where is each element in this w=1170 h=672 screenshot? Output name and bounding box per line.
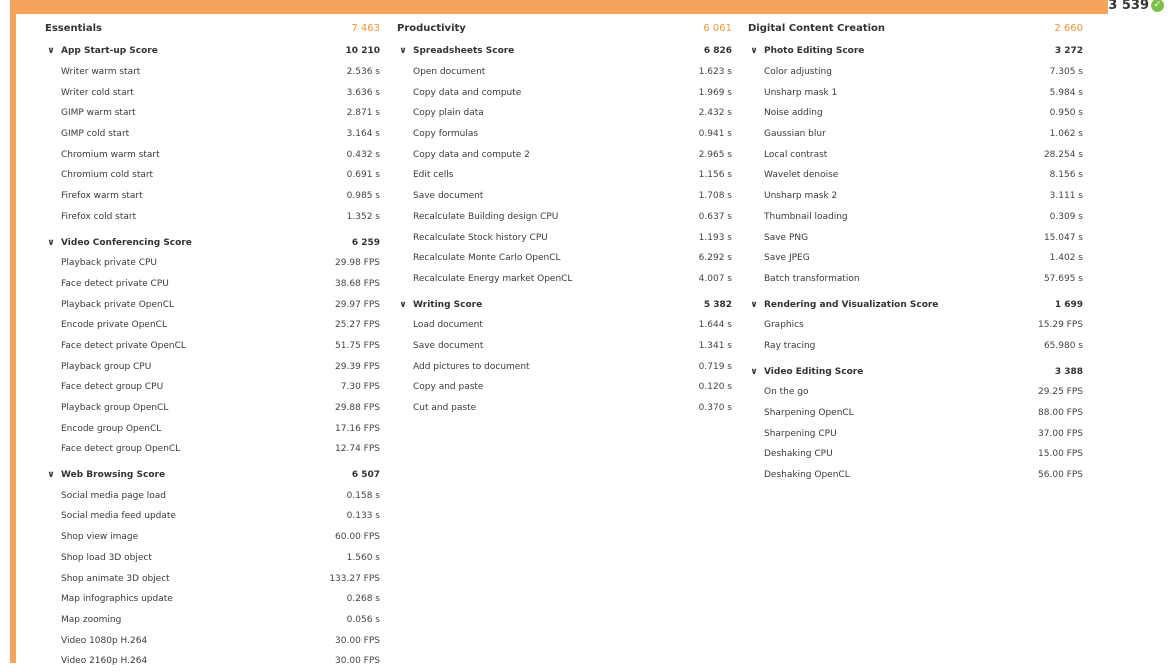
left-accent-bar — [10, 0, 16, 663]
result-row — [748, 165, 1083, 186]
result-value: 1.708 s — [698, 191, 732, 202]
result-value: 1.969 s — [698, 87, 732, 98]
result-label: Save JPEG — [764, 253, 810, 264]
result-label: Firefox cold start — [61, 211, 137, 222]
group-header[interactable] — [45, 232, 380, 253]
result-row — [397, 165, 732, 186]
result-label: Save document — [413, 191, 484, 202]
result-value: 0.432 s — [346, 149, 380, 160]
result-value: 0.637 s — [698, 211, 732, 222]
result-row — [748, 186, 1083, 207]
result-label: Cut and paste — [413, 403, 477, 414]
result-value: 0.120 s — [698, 382, 732, 393]
header-accent-bar — [10, 0, 1108, 14]
result-value: 1.402 s — [1049, 253, 1083, 264]
result-row — [748, 227, 1083, 248]
result-value: 2.536 s — [346, 67, 380, 78]
result-value: 0.719 s — [698, 361, 732, 372]
group-header[interactable] — [45, 41, 380, 62]
result-label: Playback private OpenCL — [61, 299, 175, 310]
result-label: Sharpening CPU — [764, 428, 837, 439]
result-row — [45, 103, 380, 124]
result-row — [45, 315, 380, 336]
result-row — [748, 103, 1083, 124]
result-label: Recalculate Building design CPU — [413, 211, 559, 222]
result-label: Deshaking OpenCL — [764, 470, 850, 481]
group-score: 6 826 — [703, 46, 732, 57]
result-row — [45, 336, 380, 357]
result-label: Wavelet denoise — [764, 170, 839, 181]
result-label: Social media page load — [61, 490, 167, 501]
column-header — [397, 18, 732, 38]
column-score: 6 061 — [703, 22, 732, 34]
result-row — [748, 465, 1083, 486]
result-row — [748, 82, 1083, 103]
result-row — [45, 548, 380, 569]
result-row — [397, 144, 732, 165]
result-label: Copy formulas — [413, 129, 479, 140]
result-label: Copy data and compute 2 — [413, 149, 530, 160]
result-row — [748, 336, 1083, 357]
result-label: Open document — [413, 67, 486, 78]
result-label: Local contrast — [764, 149, 828, 160]
result-row — [45, 274, 380, 295]
result-label: Save PNG — [764, 232, 809, 243]
result-row — [45, 186, 380, 207]
result-row — [397, 207, 732, 228]
result-label: Map zooming — [61, 614, 122, 625]
column-score: 7 463 — [351, 22, 380, 34]
result-row — [397, 377, 732, 398]
group-score: 5 382 — [703, 299, 732, 310]
result-row — [397, 315, 732, 336]
result-value: 0.268 s — [346, 594, 380, 605]
result-row — [45, 124, 380, 145]
result-label: Sharpening OpenCL — [764, 408, 854, 419]
result-label: Face detect private CPU — [61, 278, 169, 289]
result-label: On the go — [764, 387, 809, 398]
result-value: 57.695 s — [1043, 273, 1083, 284]
result-row — [748, 144, 1083, 165]
total-score-value: 3 539 — [1108, 0, 1149, 13]
chevron-down-icon[interactable]: ∨ — [399, 46, 407, 57]
result-value: 0.158 s — [346, 490, 380, 501]
result-label: Noise adding — [764, 108, 823, 119]
result-row — [45, 651, 380, 672]
result-label: Video 2160p H.264 — [61, 656, 148, 667]
result-label: Copy and paste — [413, 382, 484, 393]
result-row — [748, 124, 1083, 145]
group-header[interactable] — [397, 41, 732, 62]
column-score: 2 660 — [1054, 22, 1083, 34]
result-label: Ray tracing — [764, 340, 816, 351]
result-label: Recalculate Stock history CPU — [413, 232, 548, 243]
result-value: 0.056 s — [346, 614, 380, 625]
chevron-down-icon[interactable]: ∨ — [47, 46, 55, 57]
result-value: 1.341 s — [698, 340, 732, 351]
result-label: Load document — [413, 320, 483, 331]
result-label: Playback group CPU — [61, 361, 152, 372]
group-score: 10 210 — [345, 46, 380, 57]
group-title: Photo Editing Score — [764, 46, 865, 57]
group-score: 6 259 — [351, 237, 380, 248]
group-title: Spreadsheets Score — [413, 46, 515, 57]
result-row — [45, 630, 380, 651]
group-header[interactable] — [397, 294, 732, 315]
result-row — [748, 269, 1083, 290]
result-label: Encode private OpenCL — [61, 320, 167, 331]
result-value: 6.292 s — [698, 253, 732, 264]
result-label: Chromium warm start — [61, 149, 160, 160]
result-value: 0.370 s — [698, 403, 732, 414]
result-row — [45, 377, 380, 398]
result-label: Face detect private OpenCL — [61, 340, 186, 351]
result-row — [748, 403, 1083, 424]
result-row — [748, 62, 1083, 83]
result-label: Graphics — [764, 320, 804, 331]
column-title: Digital Content Creation — [748, 22, 886, 34]
result-row — [748, 315, 1083, 336]
result-value: 3.636 s — [346, 87, 380, 98]
result-label: Unsharp mask 2 — [764, 191, 838, 202]
result-label: Copy plain data — [413, 108, 484, 119]
result-row — [45, 418, 380, 439]
column-digital-content-creation — [748, 18, 1083, 485]
column-title: Essentials — [45, 22, 102, 34]
result-value: 2.965 s — [698, 149, 732, 160]
result-label: Recalculate Energy market OpenCL — [413, 273, 573, 284]
result-row — [748, 423, 1083, 444]
result-row — [748, 444, 1083, 465]
result-value: 37.00 FPS — [1038, 428, 1083, 439]
chevron-down-icon[interactable]: ∨ — [750, 366, 758, 377]
result-row — [397, 124, 732, 145]
result-label: Face detect group OpenCL — [61, 444, 181, 455]
result-row — [45, 485, 380, 506]
chevron-down-icon[interactable]: ∨ — [47, 470, 55, 481]
result-label: Map infographics update — [61, 594, 173, 605]
result-value: 1.193 s — [698, 232, 732, 243]
result-value: 0.691 s — [346, 170, 380, 181]
result-value: 56.00 FPS — [1038, 470, 1083, 481]
result-label: Unsharp mask 1 — [764, 87, 838, 98]
group-title: Rendering and Visualization Score — [764, 299, 939, 310]
result-row — [45, 82, 380, 103]
result-value: 12.74 FPS — [335, 444, 380, 455]
result-value: 30.00 FPS — [335, 656, 380, 667]
result-value: 29.88 FPS — [335, 403, 380, 414]
column-header — [748, 18, 1083, 38]
result-value: 2.432 s — [698, 108, 732, 119]
chevron-down-icon[interactable]: ∨ — [750, 46, 758, 57]
result-label: Encode group OpenCL — [61, 423, 162, 434]
result-row — [45, 165, 380, 186]
result-row — [45, 207, 380, 228]
result-value: 15.00 FPS — [1038, 449, 1083, 460]
result-value: 0.985 s — [346, 191, 380, 202]
column-essentials — [45, 18, 380, 672]
result-label: Video 1080p H.264 — [61, 635, 148, 646]
result-value: 28.254 s — [1043, 149, 1083, 160]
result-value: 0.309 s — [1049, 211, 1083, 222]
result-row — [45, 506, 380, 527]
result-value: 5.984 s — [1049, 87, 1083, 98]
result-row — [397, 82, 732, 103]
result-value: 133.27 FPS — [329, 573, 380, 584]
result-label: Face detect group CPU — [61, 382, 164, 393]
result-value: 29.97 FPS — [335, 299, 380, 310]
result-value: 1.644 s — [698, 320, 732, 331]
result-label: Playback group OpenCL — [61, 403, 169, 414]
result-value: 1.156 s — [698, 170, 732, 181]
total-score — [1108, 0, 1164, 13]
result-row — [45, 568, 380, 589]
result-row — [45, 589, 380, 610]
result-row — [45, 356, 380, 377]
group-score: 6 507 — [351, 470, 380, 481]
result-value: 7.30 FPS — [340, 382, 380, 393]
result-row — [397, 248, 732, 269]
result-value: 17.16 FPS — [335, 423, 380, 434]
result-row — [45, 439, 380, 460]
result-value: 4.007 s — [698, 273, 732, 284]
result-row — [748, 248, 1083, 269]
result-value: 1.062 s — [1049, 129, 1083, 140]
result-row — [748, 207, 1083, 228]
result-label: Firefox warm start — [61, 191, 143, 202]
result-label: GIMP warm start — [61, 108, 136, 119]
group-title: App Start-up Score — [61, 46, 158, 57]
result-value: 7.305 s — [1049, 67, 1083, 78]
result-row — [45, 294, 380, 315]
result-label: Gaussian blur — [764, 129, 826, 140]
result-label: Save document — [413, 340, 484, 351]
result-value: 51.75 FPS — [335, 340, 380, 351]
result-value: 1.623 s — [698, 67, 732, 78]
result-label: Writer warm start — [61, 67, 141, 78]
group-title: Writing Score — [413, 299, 483, 310]
result-label: Playback private CPU — [61, 258, 157, 269]
result-value: 2.871 s — [346, 108, 380, 119]
result-value: 1.352 s — [346, 211, 380, 222]
result-row — [397, 398, 732, 419]
result-row — [45, 398, 380, 419]
result-label: Recalculate Monte Carlo OpenCL — [413, 253, 561, 264]
result-value: 3.164 s — [346, 129, 380, 140]
group-header[interactable] — [748, 294, 1083, 315]
result-row — [45, 62, 380, 83]
result-row — [397, 103, 732, 124]
result-row — [45, 610, 380, 631]
result-label: Color adjusting — [764, 67, 832, 78]
result-row — [748, 382, 1083, 403]
result-label: Shop view image — [61, 532, 139, 543]
check-circle-icon: ✓ — [1151, 0, 1164, 12]
result-value: 0.941 s — [698, 129, 732, 140]
result-label: Thumbnail loading — [764, 211, 848, 222]
column-header — [45, 18, 380, 38]
result-label: Batch transformation — [764, 273, 860, 284]
result-value: 30.00 FPS — [335, 635, 380, 646]
chevron-down-icon[interactable]: ∨ — [399, 299, 407, 310]
result-label: Social media feed update — [61, 511, 176, 522]
result-value: 38.68 FPS — [335, 278, 380, 289]
group-header[interactable] — [748, 41, 1083, 62]
result-label: Shop animate 3D object — [61, 573, 170, 584]
result-label: Deshaking CPU — [764, 449, 833, 460]
result-value: 88.00 FPS — [1038, 408, 1083, 419]
result-row — [397, 269, 732, 290]
result-label: Writer cold start — [61, 87, 134, 98]
result-label: Copy data and compute — [413, 87, 522, 98]
group-title: Web Browsing Score — [61, 470, 166, 481]
result-value: 1.560 s — [346, 552, 380, 563]
result-label: Shop load 3D object — [61, 552, 152, 563]
result-row — [397, 336, 732, 357]
group-score: 1 699 — [1054, 299, 1083, 310]
result-label: GIMP cold start — [61, 129, 130, 140]
group-score: 3 272 — [1054, 46, 1083, 57]
result-value: 3.111 s — [1049, 191, 1083, 202]
result-row — [45, 253, 380, 274]
result-value: 15.29 FPS — [1038, 320, 1083, 331]
result-row — [45, 527, 380, 548]
result-row — [397, 62, 732, 83]
result-value: 15.047 s — [1043, 232, 1083, 243]
chevron-down-icon[interactable]: ∨ — [47, 237, 55, 248]
result-value: 29.98 FPS — [335, 258, 380, 269]
group-title: Video Editing Score — [764, 366, 864, 377]
result-label: Edit cells — [413, 170, 454, 181]
result-value: 29.25 FPS — [1038, 387, 1083, 398]
result-value: 0.133 s — [346, 511, 380, 522]
chevron-down-icon[interactable]: ∨ — [750, 299, 758, 310]
column-title: Productivity — [397, 22, 466, 34]
group-header[interactable] — [45, 465, 380, 486]
result-row — [397, 227, 732, 248]
result-value: 0.950 s — [1049, 108, 1083, 119]
group-score: 3 388 — [1054, 366, 1083, 377]
column-productivity — [397, 18, 732, 418]
group-title: Video Conferencing Score — [61, 237, 192, 248]
result-value: 25.27 FPS — [335, 320, 380, 331]
result-value: 8.156 s — [1049, 170, 1083, 181]
group-header[interactable] — [748, 361, 1083, 382]
result-value: 65.980 s — [1043, 340, 1083, 351]
result-row — [397, 186, 732, 207]
result-value: 29.39 FPS — [335, 361, 380, 372]
result-label: Chromium cold start — [61, 170, 154, 181]
result-value: 60.00 FPS — [335, 532, 380, 543]
result-row — [397, 356, 732, 377]
result-label: Add pictures to document — [413, 361, 530, 372]
result-row — [45, 144, 380, 165]
